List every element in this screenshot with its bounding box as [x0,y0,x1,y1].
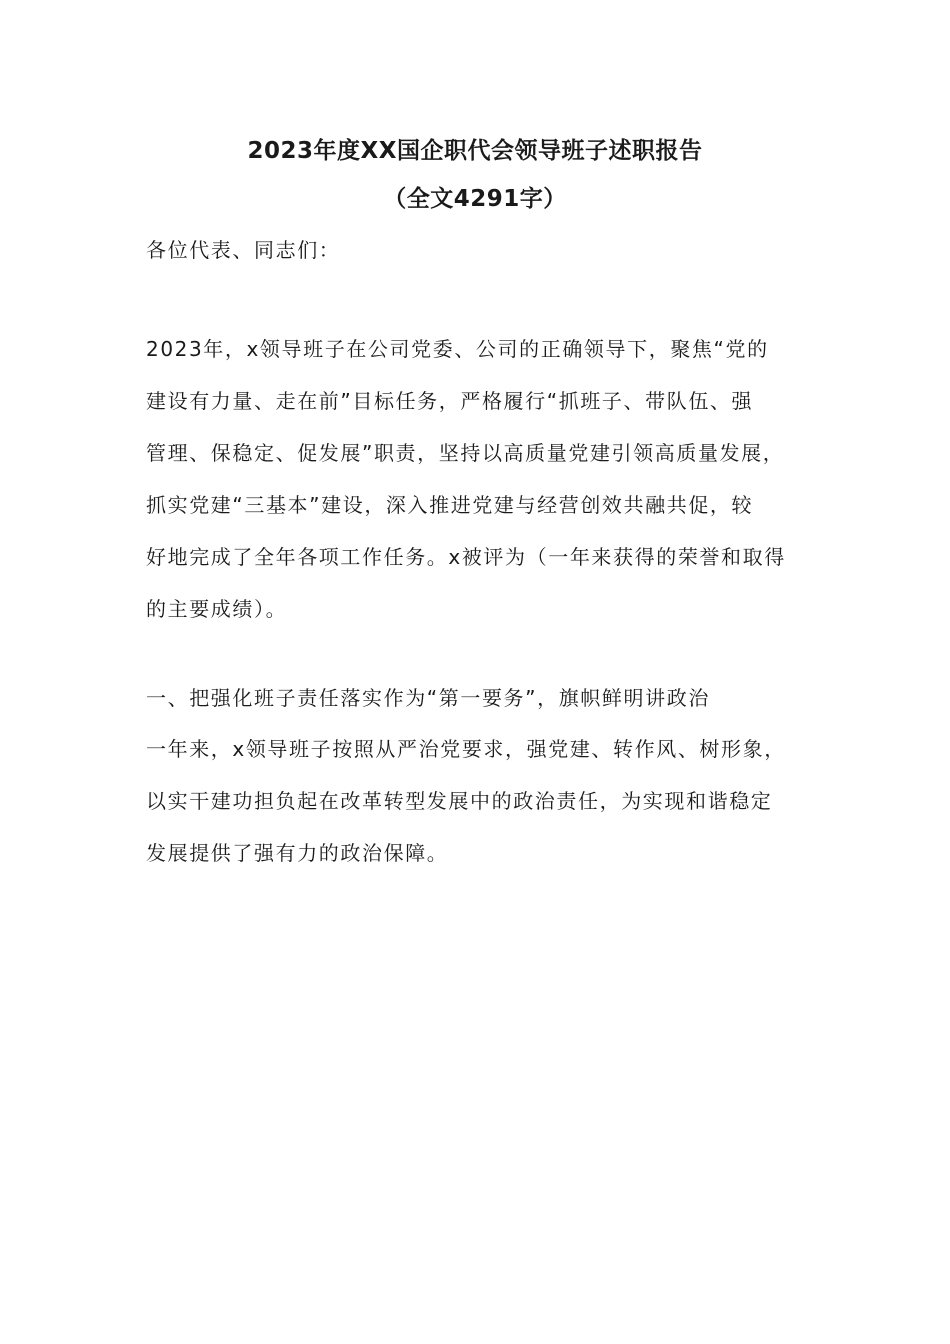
document-subtitle: （全文4291字） [383,186,567,212]
paragraph-line: 发展提供了强有力的政治保障。 [146,841,449,865]
paragraph-line: 好地完成了全年各项工作任务。x被评为（一年来获得的荣誉和取得 [146,545,786,569]
paragraph-line: 的主要成绩）。 [146,597,288,621]
paragraph-line: 管理、保稳定、促发展”职责，坚持以高质量党建引领高质量发展， [146,441,785,465]
section-heading: 一、把强化班子责任落实作为“第一要务”，旗帜鲜明讲政治 [146,686,710,710]
paragraph-line: 一年来，x领导班子按照从严治党要求，强党建、转作风、树形象， [146,737,786,761]
paragraph-line: 2023年，x领导班子在公司党委、公司的正确领导下，聚焦“党的 [146,337,769,361]
paragraph-section1 [146,723,816,879]
paragraph-line: 抓实党建“三基本”建设，深入推进党建与经营创效共融共促，较 [146,493,754,517]
paragraph-line: 建设有力量、走在前”目标任务，严格履行“抓班子、带队伍、强 [146,389,754,413]
paragraph-intro [146,323,816,635]
paragraph-line: 以实干建功担负起在改革转型发展中的政治责任，为实现和谐稳定 [146,789,773,813]
document-title: 2023年度XX国企职代会领导班子述职报告 [247,138,703,164]
greeting: 各位代表、同志们： [146,238,341,262]
